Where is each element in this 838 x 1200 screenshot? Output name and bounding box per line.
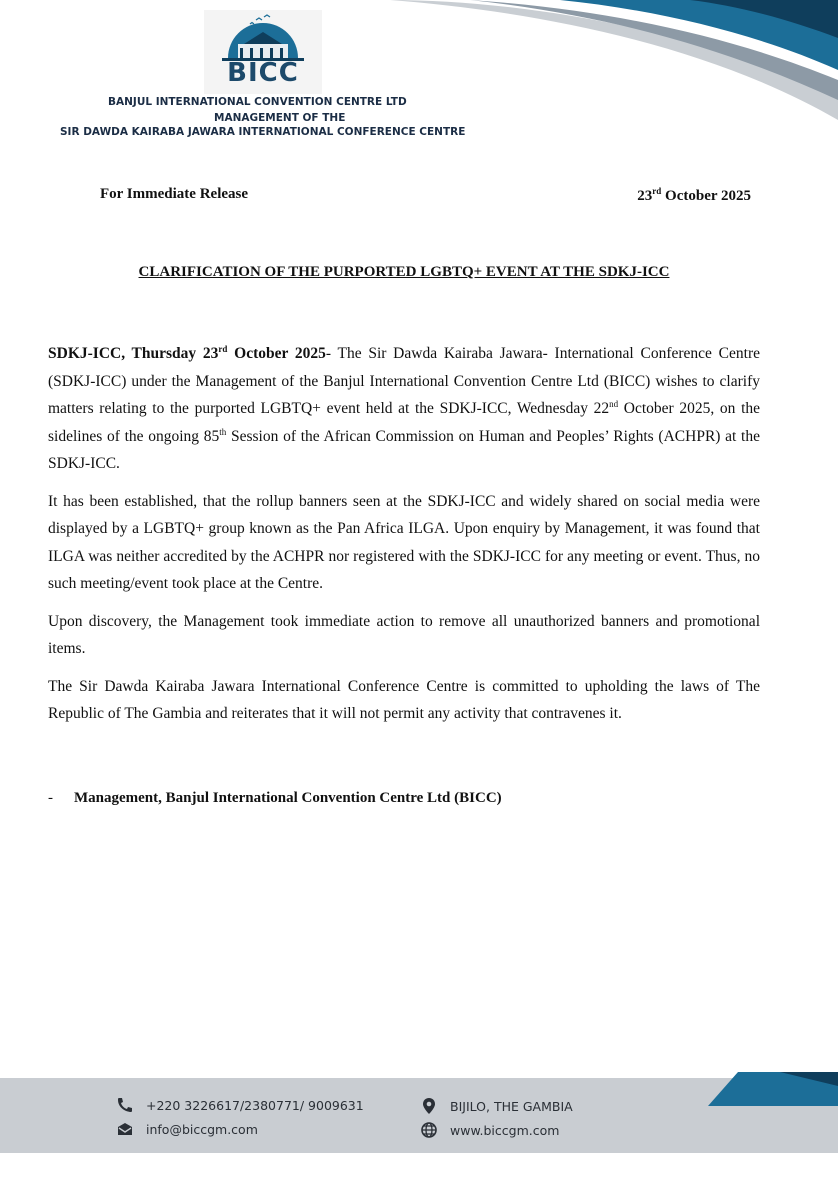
footer-website[interactable] [420, 1121, 559, 1139]
signoff-dash: - [48, 790, 53, 806]
paragraph-1-lead [48, 345, 326, 362]
date-day: 23 [637, 188, 653, 204]
org-name-line-3: SIR DAWDA KAIRABA JAWARA INTERNATIONAL CONFERENCE CENTRE [60, 126, 466, 138]
location-pin-icon [420, 1097, 438, 1115]
footer-accent-graphic [700, 1072, 838, 1108]
paragraph-1-text-b: October 2025, on the sidelines of the ongoing 85 [48, 400, 761, 445]
release-label: For Immediate Release [100, 186, 249, 202]
date-rest: October 2025 [661, 188, 751, 204]
paragraph-1-text-c: Session of the African Commission on Human and Peoples’ Rights (ACHPR) at the SDKJ-ICC. [48, 427, 760, 472]
phone-icon [116, 1097, 134, 1113]
paragraph-1 [48, 340, 760, 478]
signoff-text: Management, Banjul International Convention Centre Ltd (BICC) [74, 790, 502, 806]
lead-sup: rd [218, 343, 228, 354]
footer-phone [116, 1097, 364, 1113]
paragraph-3: Upon discovery, the Management took immediate action to remove all unauthorized banners and promotional items. [48, 612, 760, 657]
org-name-line-1: BANJUL INTERNATIONAL CONVENTION CENTRE LTD [108, 96, 407, 108]
website-link[interactable]: www.biccgm.com [450, 1122, 560, 1138]
footer-location [420, 1097, 573, 1115]
paragraph-4: The Sir Dawda Kairaba Jawara International Conference Centre is committed to upholding the laws of The Republic of The Gambia and reiterates that it will not permit any activity that contravenes it. [48, 677, 760, 722]
paragraph-1-sup-a: nd [609, 398, 619, 409]
footer-email[interactable] [116, 1121, 258, 1137]
signoff [48, 790, 502, 807]
paragraph-1-sup-b: th [219, 426, 227, 437]
phone-text: +220 3226617/2380771/ 9009631 [146, 1097, 364, 1113]
lead-text-b: October 2025 [227, 345, 326, 362]
email-link[interactable]: info@biccgm.com [146, 1121, 258, 1137]
logo-wordmark: BICC [227, 58, 299, 88]
globe-icon [420, 1121, 438, 1139]
paragraph-1-text-a: - The Sir Dawda Kairaba Jawara- International Conference Centre (SDKJ-ICC) under the Management of the Banjul International Convention Centre Ltd (BICC) wishes to clarify matters relating to the purported LGBTQ+ event held at the SDKJ-ICC, Wednesday 22 [48, 345, 760, 417]
lead-text-a: SDKJ-ICC, Thursday 23 [48, 345, 219, 362]
mail-icon [116, 1121, 134, 1137]
paragraph-2: It has been established, that the rollup banners seen at the SDKJ-ICC and widely shared on social media were displayed by a LGBTQ+ group known as the Pan Africa ILGA. Upon enquiry by Management, it was found that ILGA was neither accredited by the ACHPR nor registered with the SDKJ-ICC for any meeting or event. Thus, no such meeting/event took place at the Centre. [48, 492, 760, 592]
date-suffix: rd [652, 186, 662, 196]
org-name-line-2: MANAGEMENT OF THE [214, 112, 346, 124]
release-date [637, 186, 751, 205]
location-text: BIJILO, THE GAMBIA [450, 1098, 573, 1114]
document-body [48, 340, 760, 738]
document-title: CLARIFICATION OF THE PURPORTED LGBTQ+ EVENT AT THE SDKJ-ICC [138, 264, 670, 280]
